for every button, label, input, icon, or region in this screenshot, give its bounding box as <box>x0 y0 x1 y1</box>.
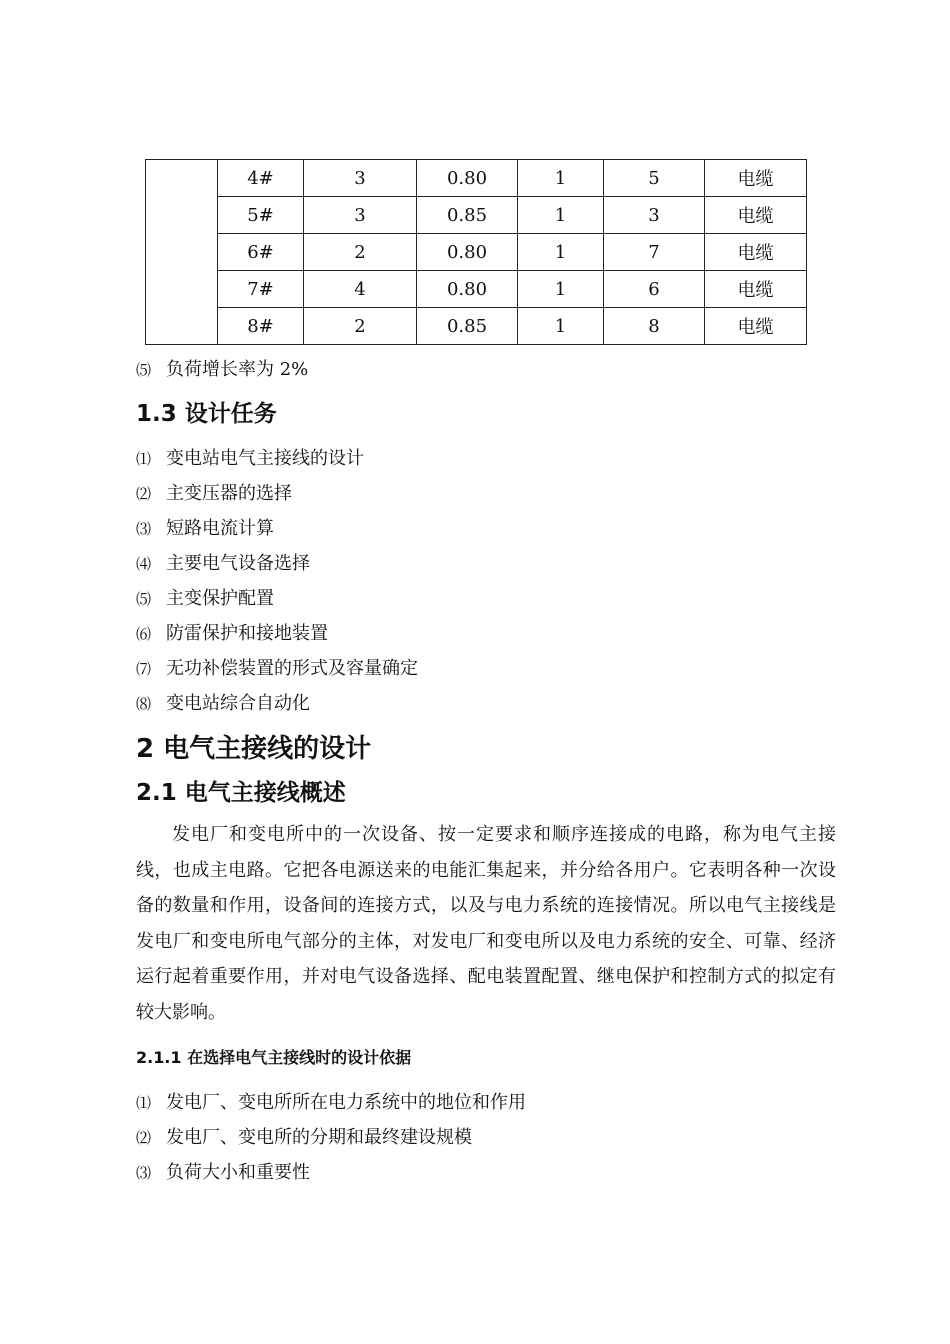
list-number: ⑻ <box>136 695 152 713</box>
table-cell: 0.80 <box>417 234 518 271</box>
list-number: ⑸ <box>136 590 152 608</box>
list-item <box>136 1123 472 1149</box>
table-cell: 1 <box>518 234 604 271</box>
table-cell: 3 <box>304 160 417 197</box>
section-heading-2-1: 2.1 电气主接线概述 <box>136 780 346 806</box>
list-item <box>136 444 364 470</box>
list-item <box>136 689 310 715</box>
section-heading-1-3: 1.3 设计任务 <box>136 401 277 427</box>
table-cell: 0.80 <box>417 160 518 197</box>
load-data-table <box>145 159 807 345</box>
list-number: ⑷ <box>136 555 152 573</box>
list-text: 主变保护配置 <box>166 588 274 609</box>
list-item <box>136 549 310 575</box>
list-number: ⑶ <box>136 520 152 538</box>
table-cell: 6 <box>604 271 705 308</box>
table-cell: 5 <box>604 160 705 197</box>
table-cell: 6# <box>218 234 304 271</box>
table-cell: 电缆 <box>705 197 807 234</box>
table-cell: 7 <box>604 234 705 271</box>
table-cell: 1 <box>518 308 604 345</box>
table-cell: 5# <box>218 197 304 234</box>
list-number: ⑹ <box>136 625 152 643</box>
load-growth-note <box>136 355 308 381</box>
list-number: ⑶ <box>136 1164 152 1182</box>
list-item <box>136 654 418 680</box>
table-cell: 4 <box>304 271 417 308</box>
table-cell: 0.85 <box>417 308 518 345</box>
list-text: 短路电流计算 <box>166 518 274 539</box>
table-cell: 电缆 <box>705 160 807 197</box>
table-row <box>146 160 807 197</box>
list-item <box>136 584 274 610</box>
list-text: 负荷大小和重要性 <box>166 1162 310 1183</box>
list-number: ⑵ <box>136 485 152 503</box>
table-cell: 电缆 <box>705 308 807 345</box>
table-row <box>146 271 807 308</box>
list-text: 变电站电气主接线的设计 <box>166 448 364 469</box>
list-item <box>136 514 274 540</box>
table-cell: 2 <box>304 234 417 271</box>
list-text: 无功补偿装置的形式及容量确定 <box>166 658 418 679</box>
table-cell: 电缆 <box>705 234 807 271</box>
table-cell: 8# <box>218 308 304 345</box>
table-cell: 0.80 <box>417 271 518 308</box>
list-text: 发电厂、变电所的分期和最终建设规模 <box>166 1127 472 1148</box>
body-paragraph <box>136 817 836 1030</box>
table-row <box>146 197 807 234</box>
list-text: 发电厂、变电所所在电力系统中的地位和作用 <box>166 1092 526 1113</box>
merged-group-cell <box>146 160 218 345</box>
list-number: ⑺ <box>136 660 152 678</box>
list-number: ⑵ <box>136 1129 152 1147</box>
table-cell: 7# <box>218 271 304 308</box>
list-item <box>136 1088 526 1114</box>
table-cell: 1 <box>518 197 604 234</box>
table-row <box>146 234 807 271</box>
table-cell: 2 <box>304 308 417 345</box>
list-text: 防雷保护和接地装置 <box>166 623 328 644</box>
list-text: 主变压器的选择 <box>166 483 292 504</box>
table-cell: 4# <box>218 160 304 197</box>
table-cell: 0.85 <box>417 197 518 234</box>
paragraph-text: 发电厂和变电所中的一次设备、按一定要求和顺序连接成的电路，称为电气主接线，也成主电路。它把各电源送来的电能汇集起来，并分给各用户。它表明各种一次设备的数量和作用，设备间的连接方式，以及与电力系统的连接情况。所以电气主接线是发电厂和变电所电气部分的主体，对发电厂和变电所以及电力系统的安全、可靠、经济运行起着重要作用，并对电气设备选择、配电装置配置、继电保护和控制方式的拟定有较大影响。 <box>136 824 836 1023</box>
list-text: 主要电气设备选择 <box>166 553 310 574</box>
subsection-heading-2-1-1: 2.1.1 在选择电气主接线时的设计依据 <box>136 1048 412 1067</box>
list-number: ⑴ <box>136 1094 152 1112</box>
list-item <box>136 479 292 505</box>
table-cell: 1 <box>518 160 604 197</box>
list-text: 变电站综合自动化 <box>166 693 310 714</box>
table-cell: 3 <box>604 197 705 234</box>
table-cell: 3 <box>304 197 417 234</box>
table-cell: 8 <box>604 308 705 345</box>
list-number: ⑸ <box>136 361 152 379</box>
list-text: 负荷增长率为 2% <box>166 359 309 380</box>
table-row <box>146 308 807 345</box>
chapter-heading-2: 2 电气主接线的设计 <box>136 734 372 764</box>
list-item <box>136 1158 310 1184</box>
list-item <box>136 619 328 645</box>
table-cell: 1 <box>518 271 604 308</box>
table-cell: 电缆 <box>705 271 807 308</box>
list-number: ⑴ <box>136 450 152 468</box>
